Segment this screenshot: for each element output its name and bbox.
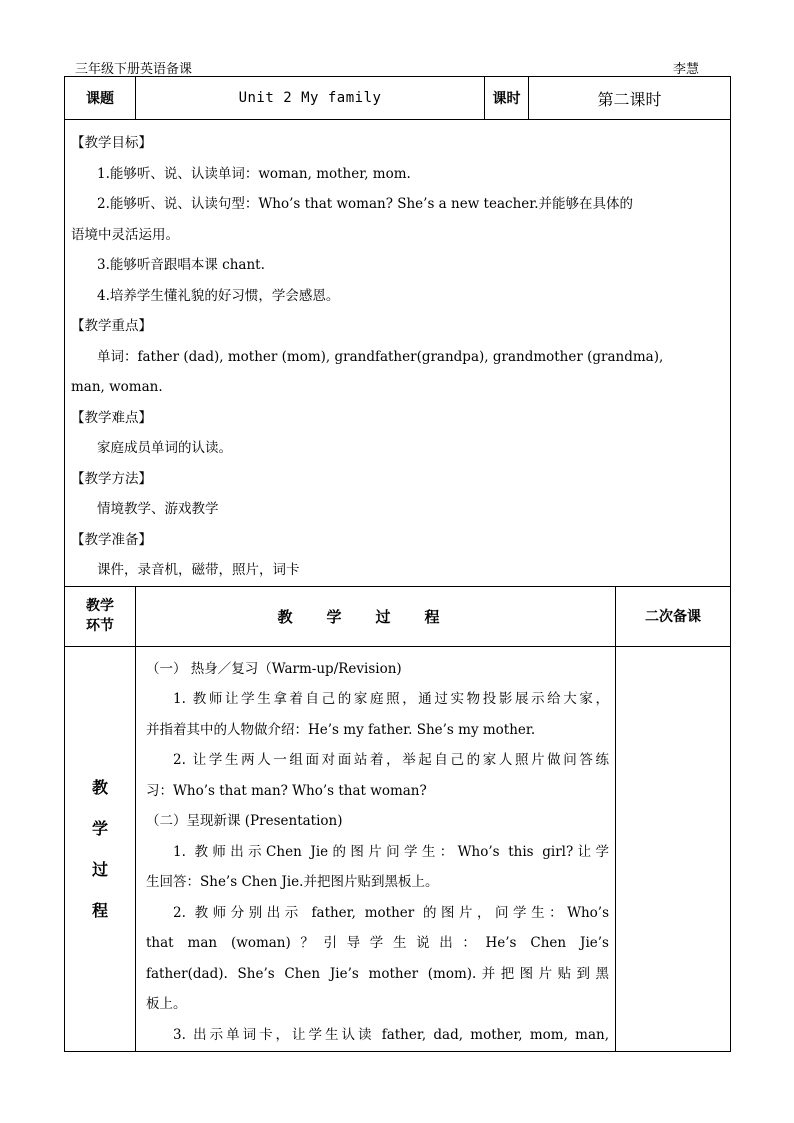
second-prep-header: 二次备课 — [616, 586, 731, 646]
goal-3: 3.能够听音跟唱本课 chant. — [97, 257, 265, 273]
page-header — [75, 56, 699, 76]
stage-vertical-label — [65, 646, 136, 1051]
methods-text: 情境教学、游戏教学 — [97, 501, 219, 517]
goal-2-line2: 语境中灵活运用。 — [71, 226, 179, 243]
step-1-line2: 并指着其中的人物做介绍：He’s my father. She’s my mother. — [146, 721, 536, 738]
step-2-line2: 习：Who’s that man? Who’s that woman? — [146, 782, 427, 799]
stage-char-4: 程 — [91, 900, 108, 920]
step-4-line1: 2. 教师分别出示 father, mother 的图片，问学生：Who’s — [173, 904, 609, 921]
header-course: 三年级下册英语备课 — [75, 62, 193, 77]
step-5-line1: 3. 出示单词卡，让学生认读 father, dad, mother, mom, man, — [173, 1026, 609, 1043]
step-1-line1: 1. 教师让学生拿着自己的家庭照，通过实物投影展示给大家， — [173, 691, 609, 707]
period-label: 课时 — [485, 77, 529, 120]
step-3-line2: 生回答：She’s Chen Jie.并把图片贴到黑板上。 — [146, 874, 439, 890]
step-4-line4: 板上。 — [146, 996, 187, 1012]
topic-value: Unit 2 My family — [136, 77, 485, 120]
header-author: 李慧 — [672, 62, 699, 77]
stage-char-2: 学 — [91, 818, 108, 838]
process-content — [136, 646, 616, 1051]
difficulties-text: 家庭成员单词的认读。 — [97, 440, 232, 456]
topic-label: 课题 — [65, 77, 136, 120]
stage-header-line2: 环节 — [86, 618, 114, 634]
key-points-line1: 单词：father (dad), mother (mom), grandfather(grandpa), grandmother (grandma), — [97, 348, 664, 365]
topic-row — [65, 77, 731, 120]
process-body-row — [65, 646, 731, 1051]
heading-goals: 【教学目标】 — [71, 135, 152, 151]
stage-char-3: 过 — [91, 859, 108, 879]
heading-key-points: 【教学重点】 — [71, 318, 152, 334]
step-2-line1: 2. 让学生两人一组面对面站着，举起自己的家人照片做问答练 — [173, 752, 609, 768]
objectives-row — [65, 120, 731, 587]
heading-preparation: 【教学准备】 — [71, 531, 152, 548]
section-warmup: （一） 热身／复习（Warm-up/Revision) — [146, 660, 402, 677]
process-header: 教学过程 — [136, 586, 616, 646]
goal-1: 1.能够听、说、认读单词：woman, mother, mom. — [97, 165, 411, 182]
step-3-line1: 1. 教师出示Chen Jie的图片问学生：Who’s this girl?让学 — [173, 843, 609, 860]
second-prep-cell — [616, 646, 731, 1051]
heading-difficulties: 【教学难点】 — [71, 409, 152, 426]
lesson-plan-table — [64, 76, 731, 1052]
stage-char-1: 教 — [91, 777, 108, 797]
objectives-cell — [65, 120, 731, 587]
section-presentation: （二）呈现新课 (Presentation) — [146, 813, 343, 829]
key-points-line2: man, woman. — [71, 379, 163, 395]
goal-2-line1: 2.能够听、说、认读句型：Who’s that woman? She’s a new teacher.并能够在具体的 — [97, 196, 634, 212]
stage-header-line1: 教学 — [86, 598, 114, 614]
preparation-text: 课件，录音机，磁带，照片，词卡 — [97, 562, 300, 578]
goal-4: 4.培养学生懂礼貌的好习惯，学会感恩。 — [97, 287, 340, 304]
step-4-line2: that man (woman)？引导学生说出：He’s Chen Jie’s — [146, 935, 609, 951]
heading-methods: 【教学方法】 — [71, 470, 152, 487]
stage-header — [65, 586, 136, 646]
step-4-line3: father(dad). She’s Chen Jie’s mother (mom).并把图片贴到黑 — [146, 965, 609, 982]
period-value: 第二课时 — [529, 77, 731, 120]
process-header-row — [65, 586, 731, 646]
